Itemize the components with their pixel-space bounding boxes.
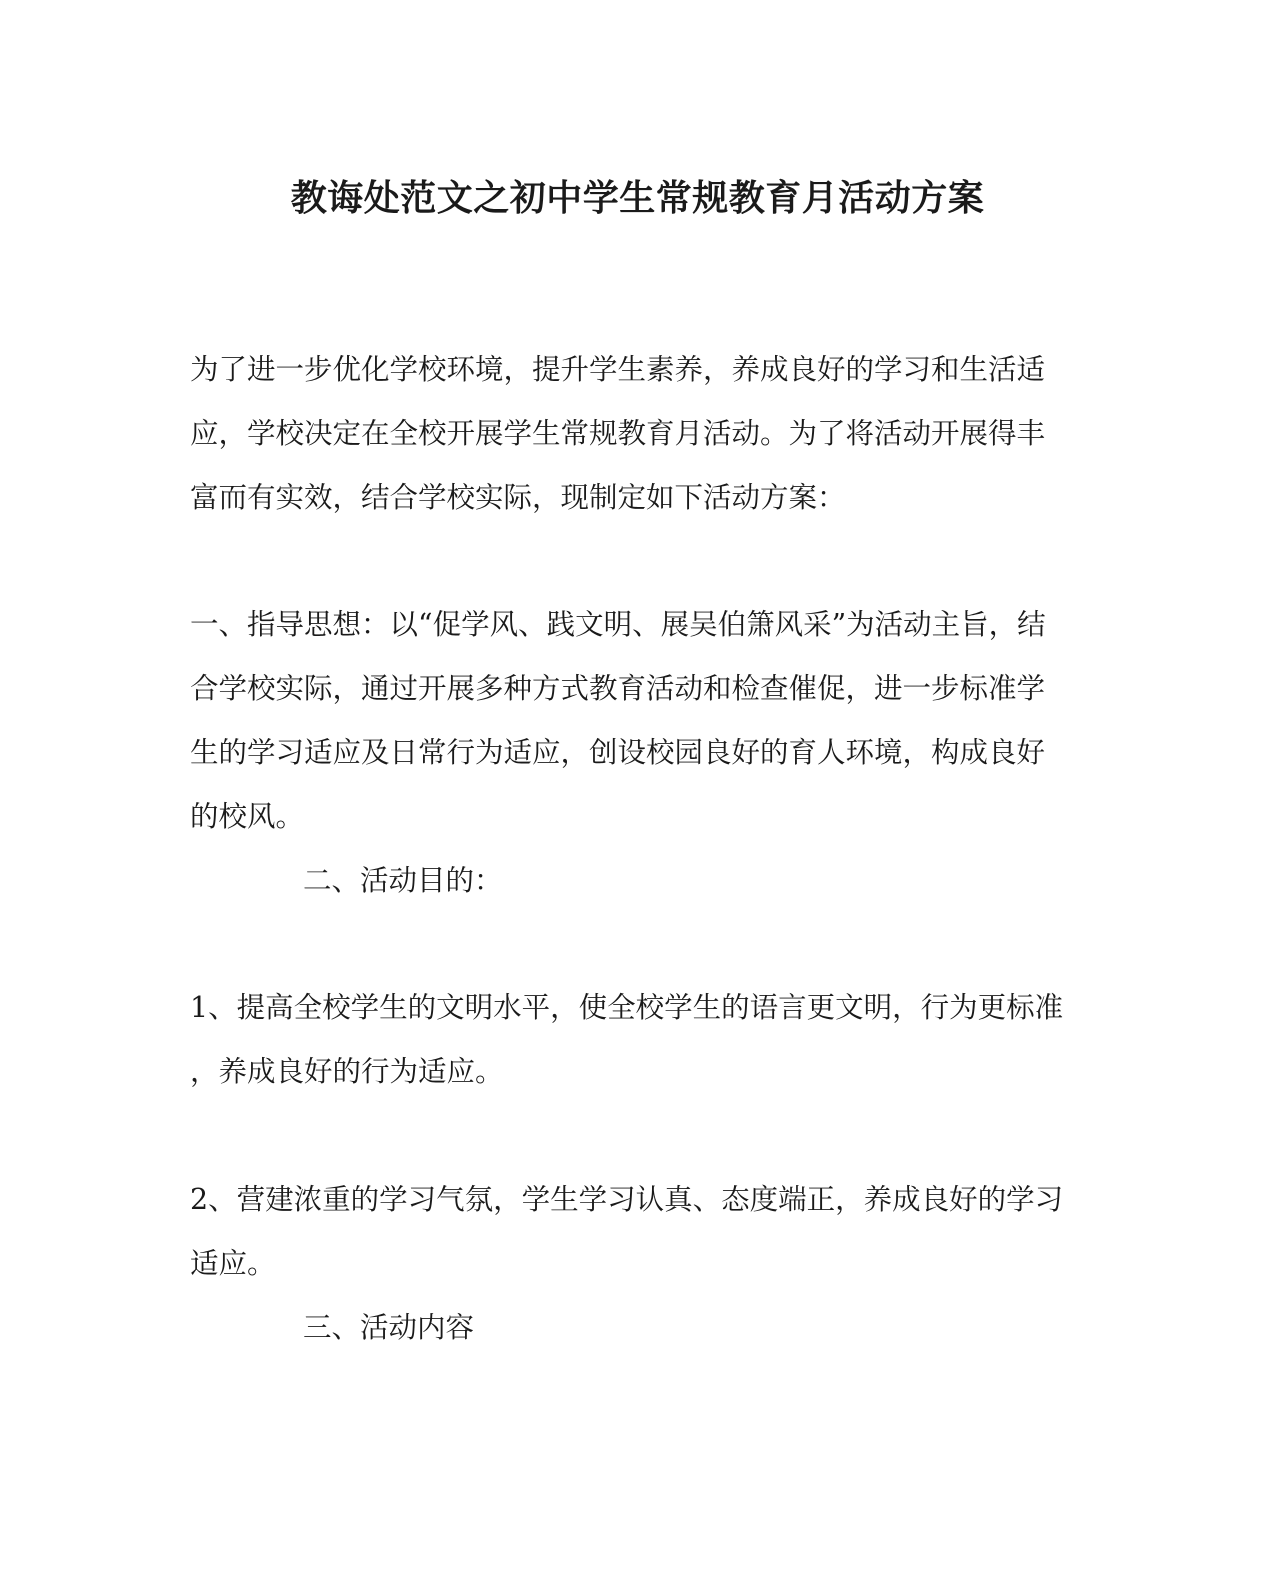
- section1-line-1: 一、指导思想：以“促学风、践文明、展吴伯箫风采”为活动主旨，结: [190, 608, 1046, 641]
- item1-line-2: ，养成良好的行为适应。: [190, 1055, 504, 1088]
- section1-line-4: 的校风。: [190, 800, 305, 833]
- intro-line-1: 为了进一步优化学校环境，提升学生素养，养成良好的学习和生活适: [190, 353, 1046, 386]
- section1-line-2: 合学校实际，通过开展多种方式教育活动和检查催促，进一步标准学: [190, 672, 1046, 705]
- section1-line-3: 生的学习适应及日常行为适应，创设校园良好的育人环境，构成良好: [190, 736, 1046, 769]
- item2-line-2: 适应。: [190, 1247, 276, 1280]
- section2-heading: 二、活动目的：: [303, 864, 503, 897]
- section3-heading: 三、活动内容: [303, 1311, 475, 1344]
- intro-line-2: 应，学校决定在全校开展学生常规教育月活动。为了将活动开展得丰: [190, 417, 1046, 450]
- intro-line-3: 富而有实效，结合学校实际，现制定如下活动方案：: [190, 481, 846, 514]
- document-title: 教诲处范文之初中学生常规教育月活动方案: [290, 177, 985, 219]
- item2-line-1: 2、营建浓重的学习气氛，学生学习认真、态度端正，养成良好的学习: [190, 1183, 1064, 1216]
- item1-line-1: 1、提高全校学生的文明水平，使全校学生的语言更文明，行为更标准: [190, 991, 1064, 1024]
